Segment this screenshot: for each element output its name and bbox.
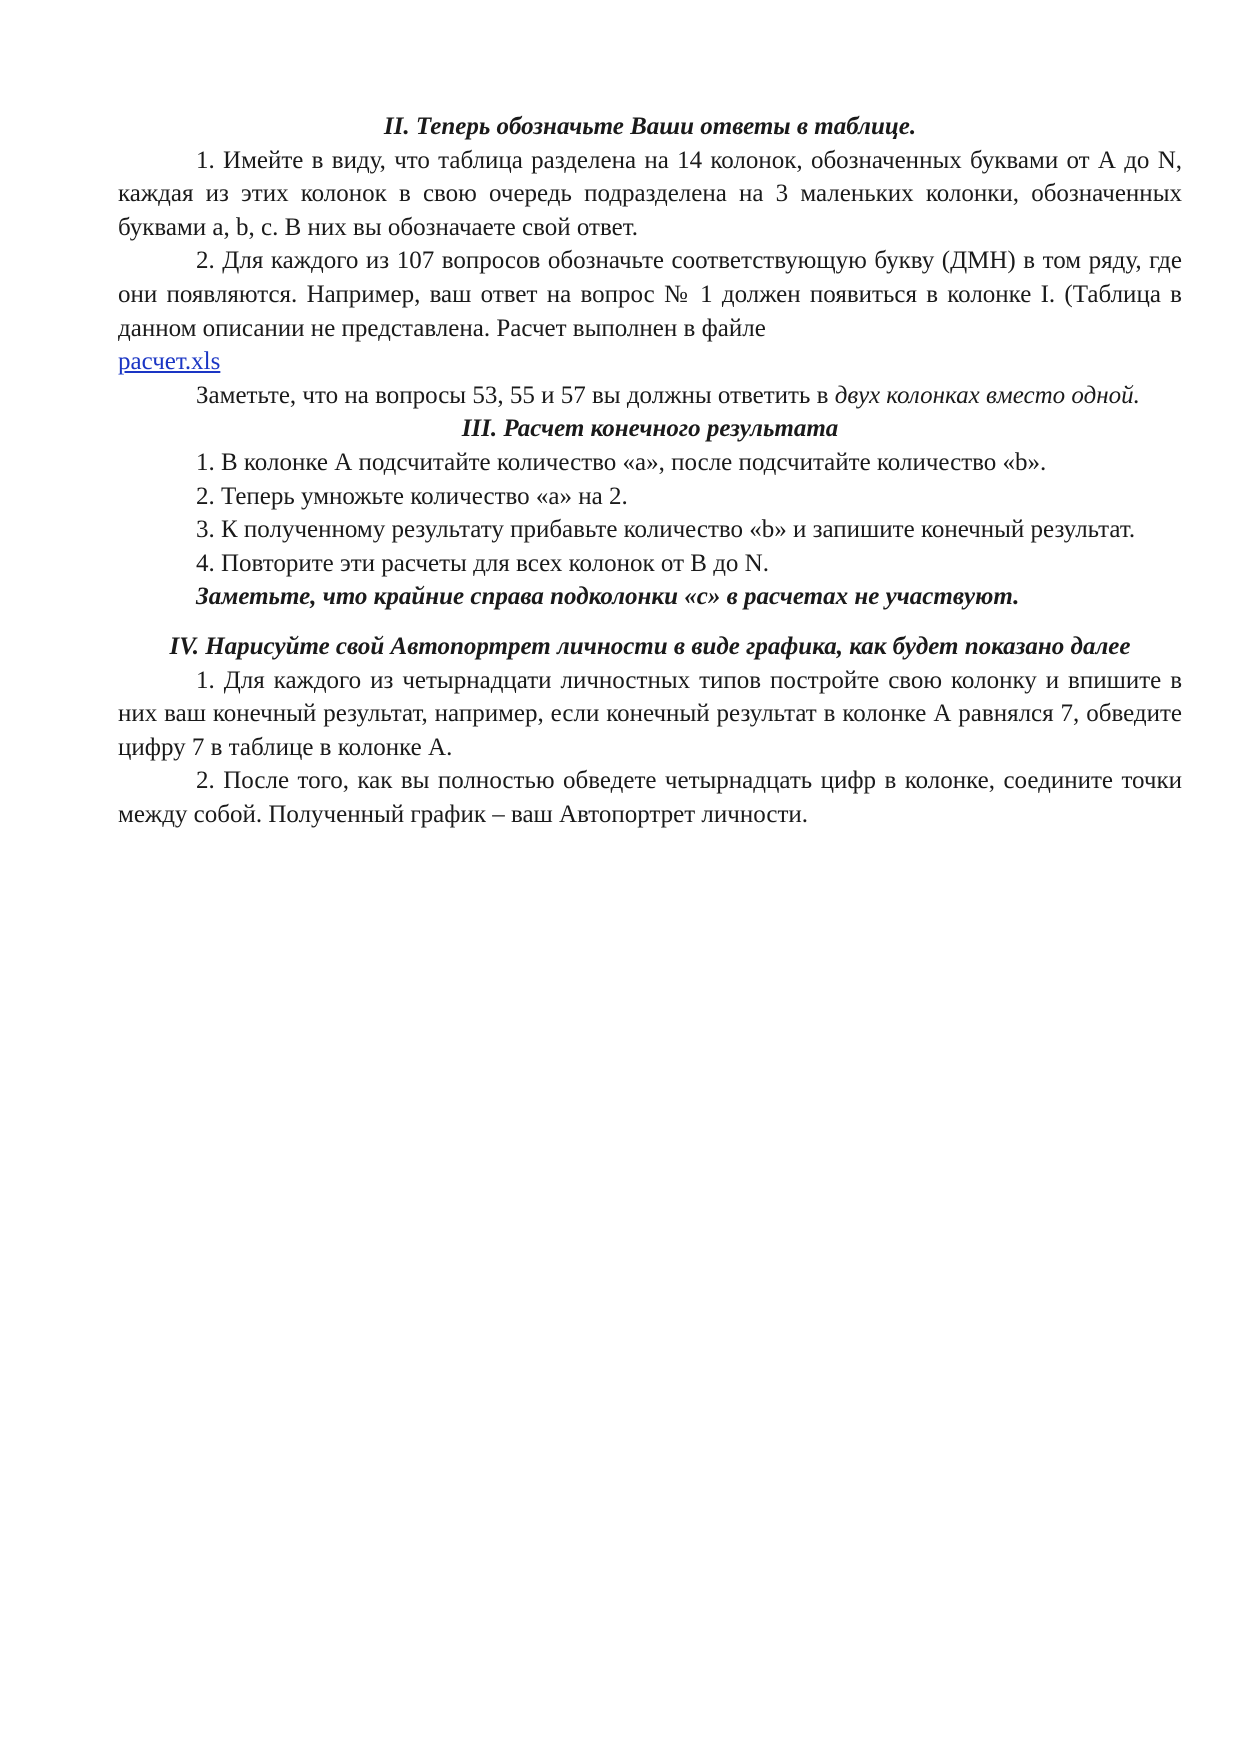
file-link[interactable]: расчет.xls (118, 348, 221, 376)
section-3-step-2: 2. Теперь умножьте количество «а» на 2. (196, 482, 628, 510)
section-2-paragraph-2: 2. Для каждого из 107 вопросов обозначьте соответствующую букву (ДМН) в том ряду, где они появляются. Например, ваш ответ на вопрос № 1 должен появиться в колонке I. (Таблица в данном описании не представлена. Расчет выполнен в файле (118, 247, 1182, 342)
section-3-heading: III. Расчет конечного результата (461, 415, 839, 443)
document-body (118, 110, 1182, 831)
section-3-step-1: 1. В колонке А подсчитайте количество «а», после подсчитайте количество «b». (196, 448, 1047, 476)
section-2-paragraph-3 (118, 379, 1182, 413)
section-4-paragraph-1: 1. Для каждого из четырнадцати личностных типов постройте свою колонку и впишите в них ваш конечный результат, например, если конечный результат в колонке А равнялся 7, обведите цифру 7 в таблице в колонке А. (118, 666, 1182, 761)
section-4-paragraph-2: 2. После того, как вы полностью обведете четырнадцать цифр в колонке, соедините точки между собой. Полученный график – ваш Автопортрет личности. (118, 767, 1182, 828)
section-2-heading: II. Теперь обозначьте Ваши ответы в таблице. (383, 113, 917, 140)
section-4-heading: IV. Нарисуйте свой Автопортрет личности в виде графика, как будет показано далее (169, 632, 1131, 660)
section-3-step-3: 3. К полученному результату прибавьте количество «b» и запишите конечный результат. (196, 516, 1136, 544)
section-2-paragraph-1: 1. Имейте в виду, что таблица разделена на 14 колонок, обозначенных буквами от А до N, каждая из этих колонок в свою очередь подразделена на 3 маленьких колонки, обозначенных буквами a, b, c. В них вы обозначаете свой ответ. (118, 146, 1182, 241)
section-3-step-4: 4. Повторите эти расчеты для всех колонок от В до N. (196, 549, 769, 577)
paragraph-3-emphasis: двух колонках вместо одной. (834, 381, 1140, 409)
paragraph-3-text: Заметьте, что на вопросы 53, 55 и 57 вы должны ответить в (196, 381, 835, 409)
section-3-note: Заметьте, что крайние справа подколонки «с» в расчетах не участвуют. (196, 583, 1020, 611)
file-link-line (118, 345, 1182, 379)
